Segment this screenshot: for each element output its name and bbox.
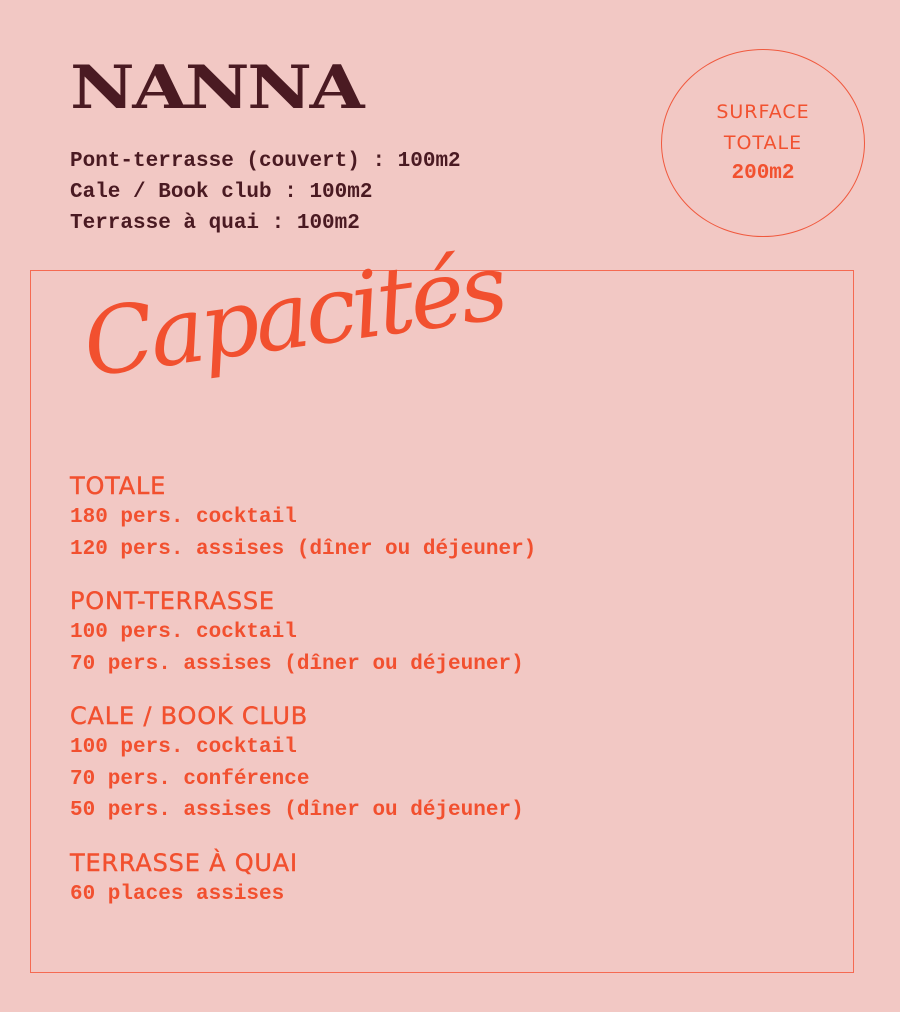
section-heading: TERRASSE À QUAI: [70, 848, 298, 877]
area-item: Pont-terrasse (couvert) : 100m2: [70, 150, 461, 173]
capacity-line: 70 pers. assises (dîner ou déjeuner): [70, 652, 524, 676]
brand-logo: NANNA: [70, 53, 363, 123]
area-item: Cale / Book club : 100m2: [70, 181, 373, 204]
badge-label-line2: TOTALE: [723, 132, 803, 154]
capacity-line: 180 pers. cocktail: [70, 506, 297, 529]
section-heading: TOTALE: [70, 472, 167, 500]
capacity-line: 100 pers. cocktail: [70, 736, 297, 759]
area-list: [70, 146, 461, 239]
capacity-line: 120 pers. assises (dîner ou déjeuner): [70, 537, 537, 561]
capacity-line: 70 pers. conférence: [70, 767, 310, 791]
capacities-sections: [70, 470, 536, 930]
section-terrasse-a-quai: [70, 847, 536, 911]
capacity-line: 60 places assises: [70, 882, 285, 906]
section-heading: PONT-TERRASSE: [70, 587, 275, 615]
section-totale: [70, 470, 536, 565]
badge-label-line1: SURFACE: [716, 101, 810, 123]
capacities-title: Capacités: [76, 233, 511, 399]
area-item: Terrasse à quai : 100m2: [70, 212, 360, 235]
section-pont-terrasse: [70, 585, 536, 680]
surface-total-badge: [661, 49, 865, 237]
capacity-line: 100 pers. cocktail: [70, 621, 297, 644]
section-heading: CALE / BOOK CLUB: [70, 702, 309, 730]
capacity-line: 50 pers. assises (dîner ou déjeuner): [70, 799, 524, 822]
badge-value: 200m2: [731, 162, 795, 185]
section-cale-book-club: [70, 700, 536, 827]
